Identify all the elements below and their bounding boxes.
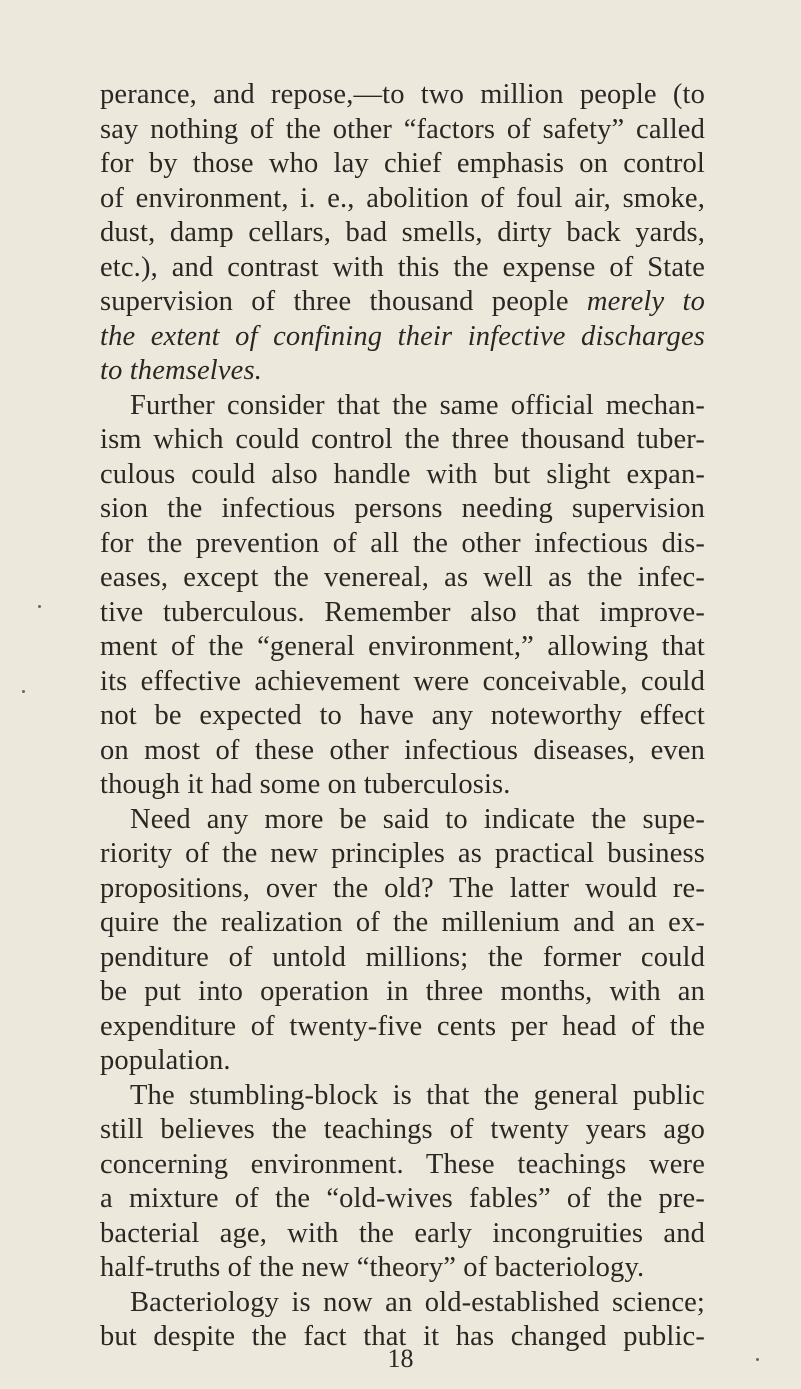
paper-speck	[38, 605, 41, 608]
paper-speck	[22, 690, 25, 693]
text-line: be put into operation in three months, with an	[100, 976, 705, 1007]
text-line: for by those who lay chief emphasis on control	[100, 148, 705, 179]
text-line: of environment, i. e., abolition of foul air, smoke,	[100, 182, 705, 214]
italic-text: the extent of confining their infective discharges	[100, 320, 705, 352]
text-line: dust, damp cellars, bad smells, dirty back yards,	[100, 217, 705, 248]
text-line: expenditure of twenty-five cents per head of the	[100, 1010, 705, 1042]
paragraph-4	[100, 1079, 705, 1286]
text-line: half-truths of the new “theory” of bacteriology.	[100, 1252, 645, 1283]
text-line: sion the infectious persons needing supervision	[100, 493, 705, 524]
text-line	[100, 354, 705, 389]
text-line: its effective achievement were conceivable, could	[100, 665, 705, 697]
text-line: Further consider that the same official mechan-	[130, 389, 705, 421]
italic-text: to themselves.	[100, 355, 262, 386]
page-number: 18	[387, 1344, 414, 1373]
italic-text: merely to	[586, 286, 705, 317]
text-line: for the prevention of all the other infectious dis-	[100, 527, 705, 559]
text-line: ment of the “general environment,” allowing that	[100, 631, 705, 662]
paragraph-1	[100, 78, 705, 389]
text-line: riority of the new principles as practical business	[100, 838, 705, 869]
text-line: say nothing of the other “factors of safety” called	[100, 113, 705, 145]
text-line	[100, 285, 705, 320]
text-line: on most of these other infectious diseases, even	[100, 734, 705, 766]
text-line: a mixture of the “old-wives fables” of the pre-	[100, 1183, 705, 1214]
text-line: Need any more be said to indicate the supe-	[130, 803, 705, 835]
text-line: perance, and repose,—to two million people (to	[100, 79, 705, 110]
text-line: ism which could control the three thousand tuber-	[100, 424, 705, 455]
text-line: quire the realization of the millenium and an ex-	[100, 907, 705, 938]
text-line: propositions, over the old? The latter would re-	[100, 872, 705, 904]
text-line: culous could also handle with but slight expan-	[100, 458, 705, 490]
text-line: not be expected to have any noteworthy effect	[100, 700, 705, 731]
text-line: tive tuberculous. Remember also that improve-	[100, 596, 705, 628]
paragraph-2	[100, 389, 705, 803]
text-line: concerning environment. These teachings were	[100, 1148, 705, 1180]
paper-speck	[756, 1358, 759, 1361]
text-line: The stumbling-block is that the general public	[130, 1079, 705, 1111]
text-line: bacterial age, with the early incongruities and	[100, 1217, 705, 1249]
text-line: Bacteriology is now an old-established science;	[130, 1286, 705, 1318]
text-line: penditure of untold millions; the former could	[100, 941, 705, 973]
text-line: population.	[100, 1045, 231, 1076]
text-line	[100, 320, 705, 355]
text-line: though it had some on tuberculosis.	[100, 769, 511, 800]
text-line: but despite the fact that it has changed public-	[100, 1321, 705, 1352]
page-body	[100, 78, 705, 1355]
text-line: eases, except the venereal, as well as the infec-	[100, 562, 705, 593]
text-segment: supervision of three thousand people	[100, 286, 587, 317]
text-line: etc.), and contrast with this the expense of State	[100, 251, 705, 283]
paragraph-3	[100, 803, 705, 1079]
text-line: still believes the teachings of twenty years ago	[100, 1114, 705, 1145]
